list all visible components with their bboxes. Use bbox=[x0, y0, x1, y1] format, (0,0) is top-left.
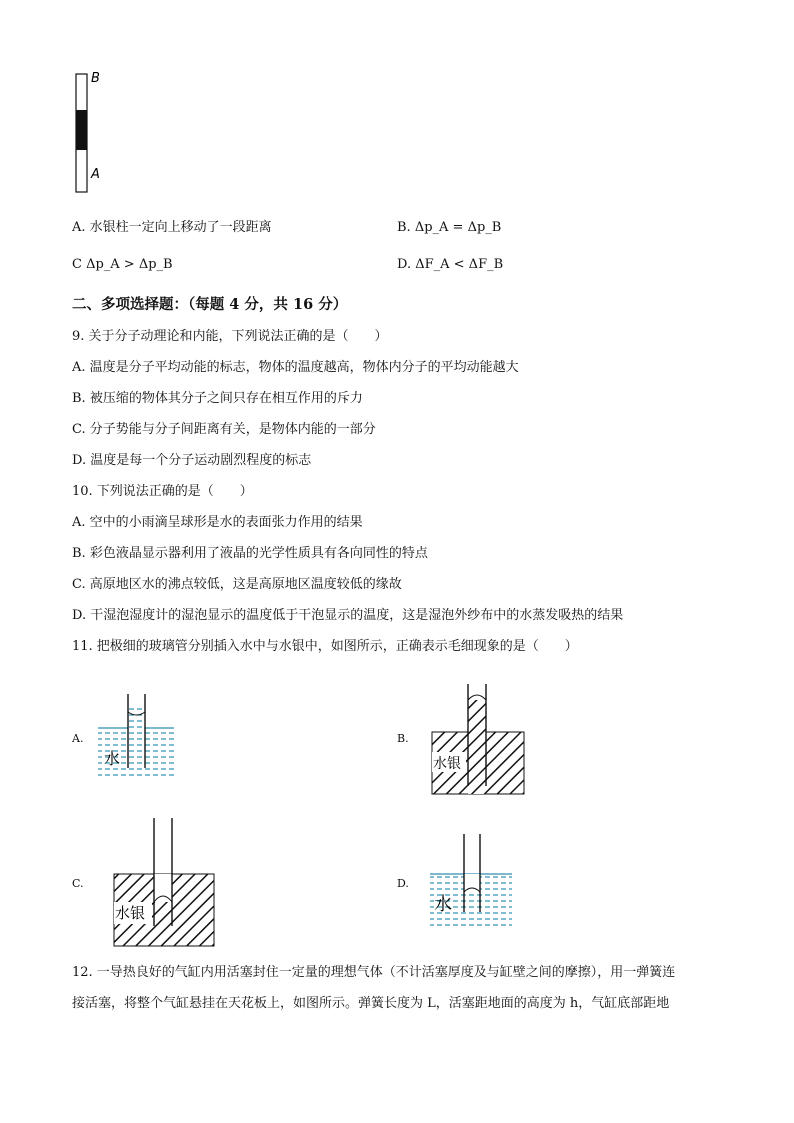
q8-option-b[interactable]: B. Δp_A = Δp_B bbox=[397, 220, 502, 235]
q9-option-a[interactable]: A. 温度是分子平均动能的标志，物体的温度越高，物体内分子的平均动能越大 bbox=[72, 360, 519, 375]
label-a: A bbox=[91, 167, 100, 182]
tube-figure bbox=[70, 68, 120, 198]
label-b: B bbox=[91, 71, 100, 86]
q11b-mercury-label: 水银 bbox=[433, 756, 461, 772]
q9-option-b[interactable]: B. 被压缩的物体其分子之间只存在相互作用的斥力 bbox=[72, 391, 363, 406]
q8-option-a[interactable]: A. 水银柱一定向上移动了一段距离 bbox=[72, 220, 272, 235]
q11-figure-a bbox=[96, 688, 176, 780]
q11-figure-d bbox=[428, 832, 514, 932]
q10-option-c[interactable]: C. 高原地区水的沸点较低，这是高原地区温度较低的缘故 bbox=[72, 577, 402, 592]
q9-stem: 9. 关于分子动理论和内能，下列说法正确的是（ ） bbox=[72, 329, 388, 344]
q11-label-c[interactable]: C. bbox=[72, 877, 84, 890]
section-header: 二、多项选择题：（每题 4 分，共 16 分） bbox=[72, 296, 348, 313]
q11-label-b[interactable]: B. bbox=[397, 732, 409, 745]
q9-option-d[interactable]: D. 温度是每一个分子运动剧烈程度的标志 bbox=[72, 453, 312, 468]
q11-label-a[interactable]: A. bbox=[72, 732, 84, 745]
q10-stem: 10. 下列说法正确的是（ ） bbox=[72, 484, 253, 499]
q12-line-2: 接活塞，将整个气缸悬挂在天花板上，如图所示。弹簧长度为 L，活塞距地面的高度为 h，气缸底部距地 bbox=[72, 996, 670, 1011]
q9-option-c[interactable]: C. 分子势能与分子间距离有关，是物体内能的一部分 bbox=[72, 422, 376, 437]
q11c-mercury-label: 水银 bbox=[115, 904, 146, 922]
q10-option-b[interactable]: B. 彩色液晶显示器利用了液晶的光学性质具有各向同性的特点 bbox=[72, 546, 428, 561]
q11d-water-label: 水 bbox=[434, 894, 452, 915]
q11-figure-b bbox=[430, 682, 526, 798]
q11-label-d[interactable]: D. bbox=[397, 877, 409, 890]
q11a-water-label: 水 bbox=[104, 749, 121, 768]
q8-option-c[interactable]: C Δp_A > Δp_B bbox=[72, 257, 173, 272]
q12-line-1: 12. 一导热良好的气缸内用活塞封住一定量的理想气体（不计活塞厚度及与缸壁之间的摩擦），用一弹簧连 bbox=[72, 965, 676, 980]
q8-option-d[interactable]: D. ΔF_A < ΔF_B bbox=[397, 257, 504, 272]
q11-figure-c bbox=[112, 816, 216, 948]
q10-option-a[interactable]: A. 空中的小雨滴呈球形是水的表面张力作用的结果 bbox=[72, 515, 363, 530]
q10-option-d[interactable]: D. 干湿泡湿度计的湿泡显示的温度低于干泡显示的温度，这是湿泡外纱布中的水蒸发吸热的结果 bbox=[72, 608, 624, 623]
q11-stem: 11. 把极细的玻璃管分别插入水中与水银中，如图所示，正确表示毛细现象的是（ ） bbox=[72, 639, 578, 654]
